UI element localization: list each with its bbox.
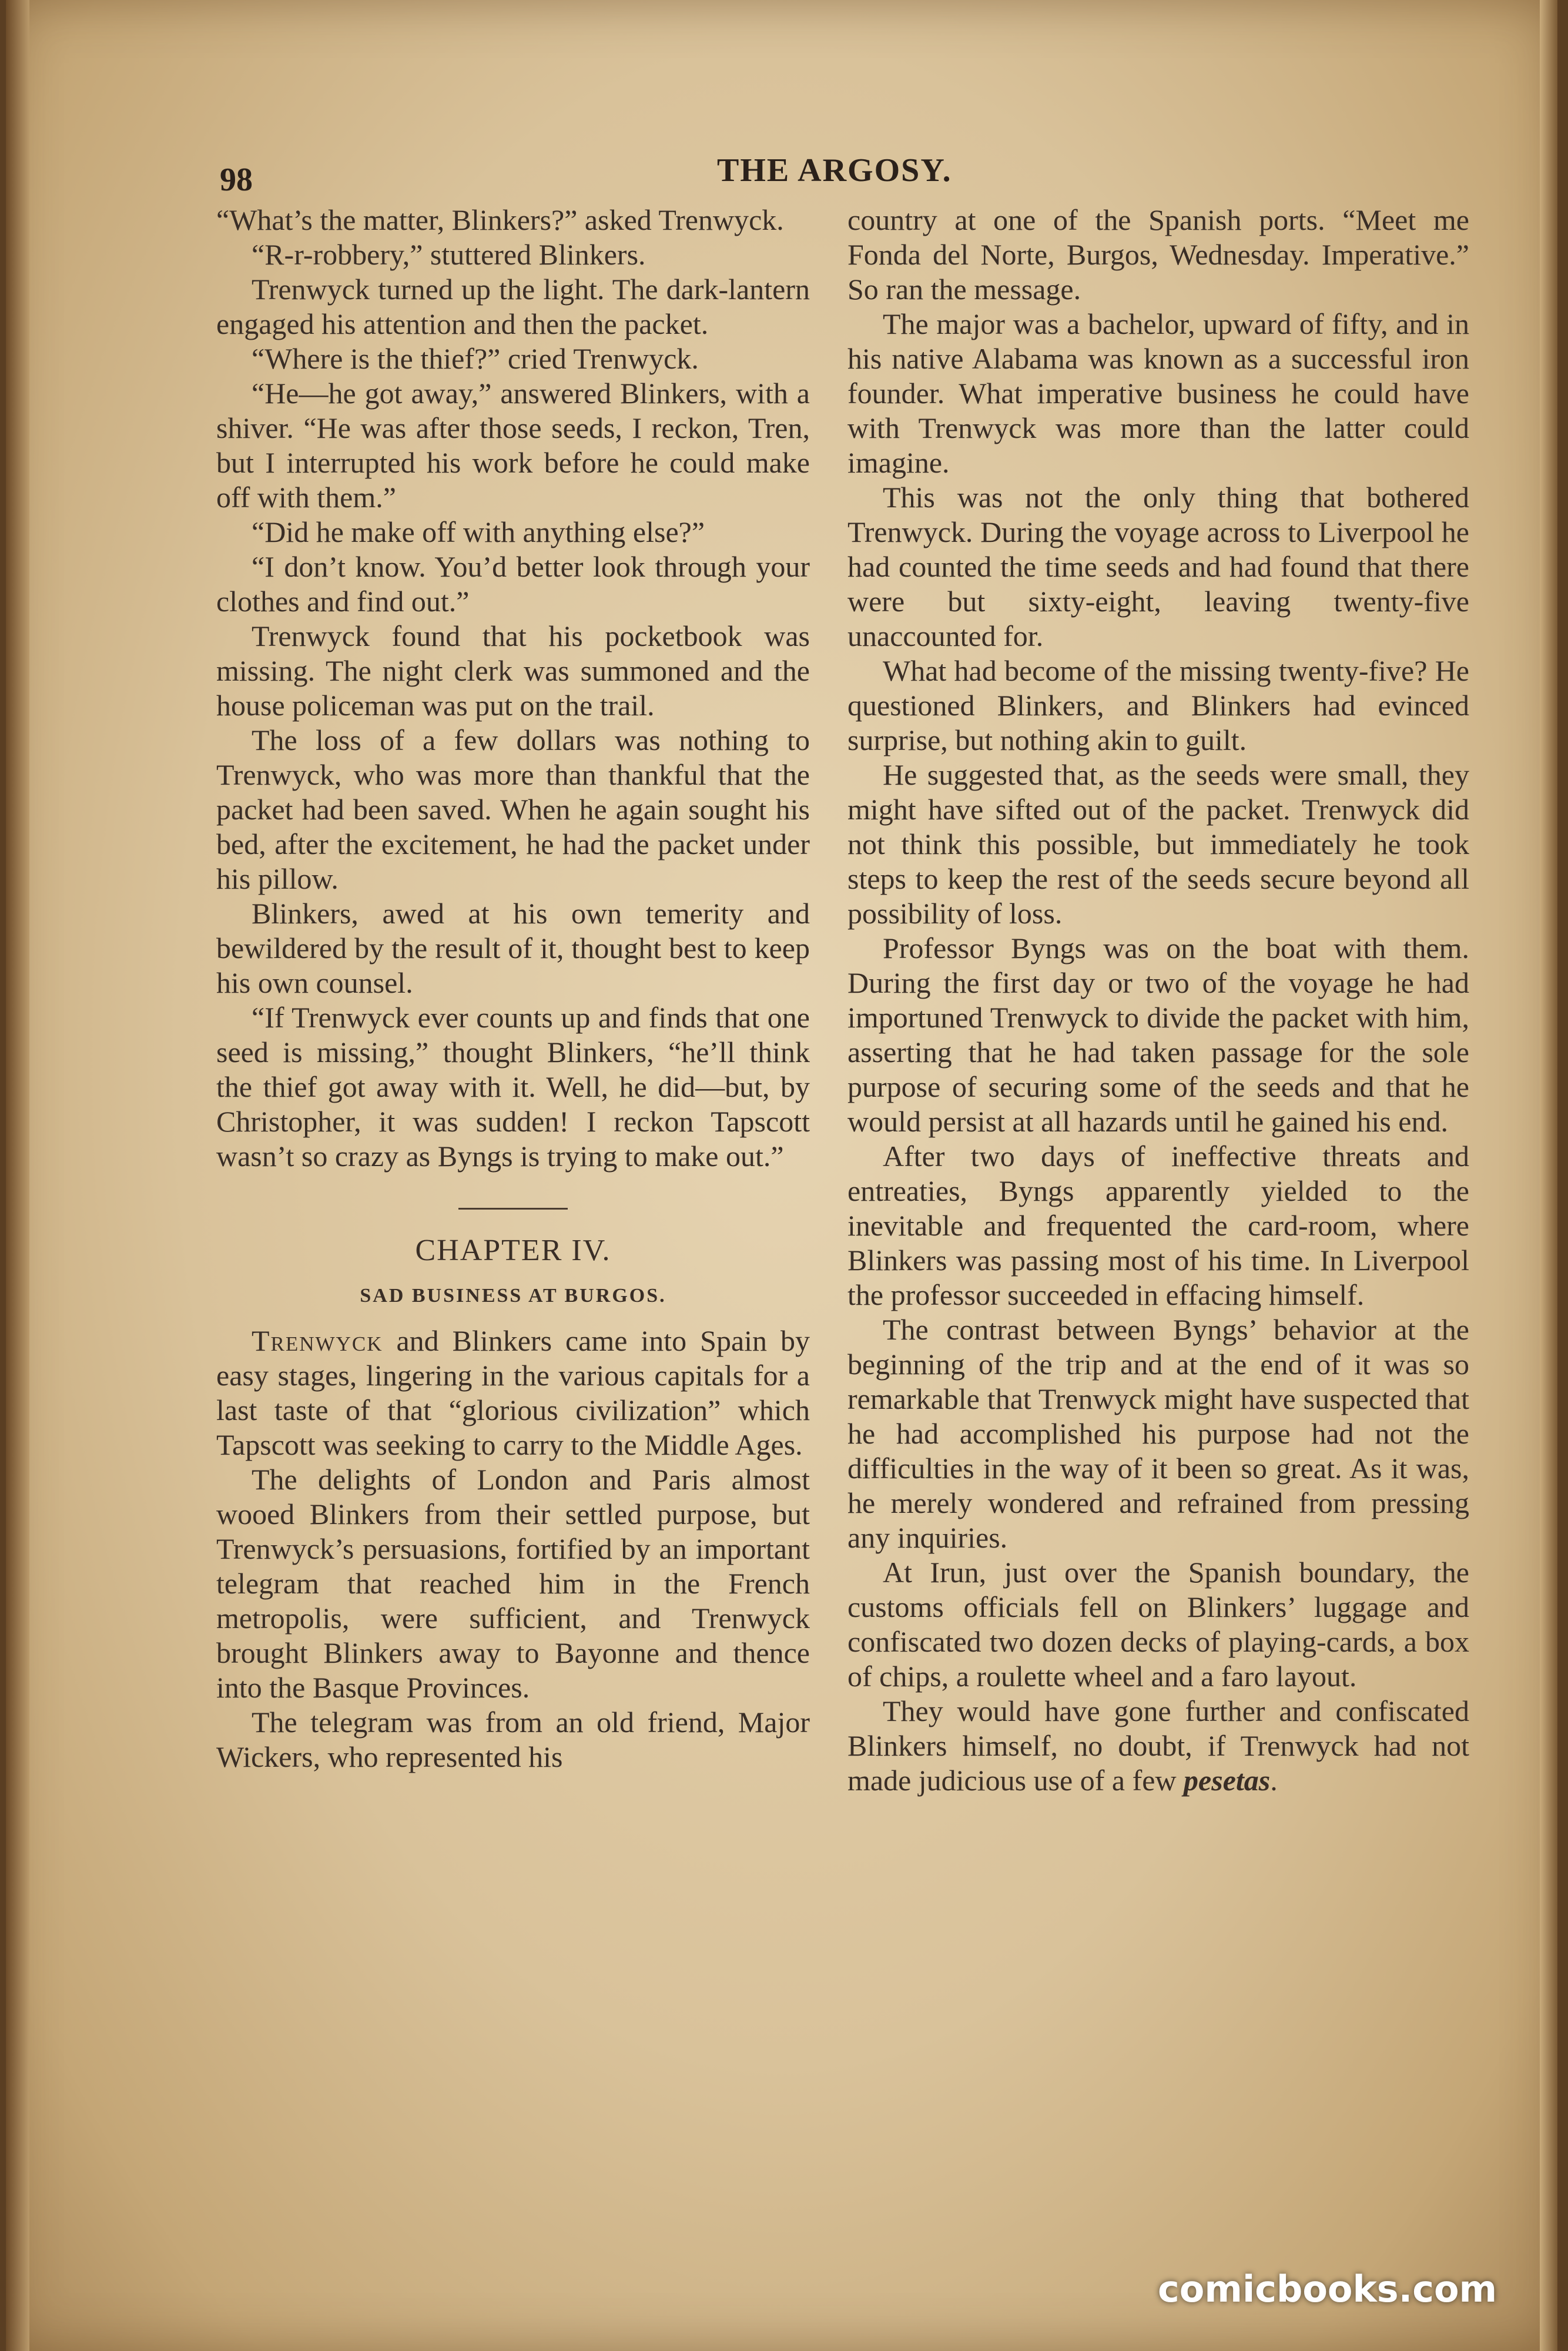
paragraph: The loss of a few dollars was nothing to Trenwyck, who was more than thankful that the packet had been saved. When he again sought his bed, after the excitement, he had the packet under his pillow. xyxy=(216,724,810,895)
paragraph: Trenwyck turned up the light. The dark-lantern engaged his attention and then the packet. xyxy=(216,273,810,340)
paragraph: “R-r-robbery,” stuttered Blinkers. xyxy=(252,238,646,271)
chapter-heading: CHAPTER IV. xyxy=(415,1234,611,1267)
paragraph: “Did he make off with anything else?” xyxy=(252,515,705,548)
book-spine xyxy=(6,0,29,2351)
paragraph: “He—he got away,” answered Blinkers, with a shiver. “He was after those seeds, I reckon, Tren, but I interrupted his work before he could make off with them.” xyxy=(216,377,810,514)
chapter-subtitle: SAD BUSINESS AT BURGOS. xyxy=(360,1285,666,1307)
page-edge xyxy=(1540,0,1557,2351)
page-header xyxy=(0,152,1568,199)
paragraph: He suggested that, as the seeds were small, they might have sifted out of the packet. Trenwyck did not think this possible, but immediately he took steps to keep the rest of the seeds secure beyond all possibility of loss. xyxy=(847,758,1469,930)
chapter-opening-word: Trenwyck xyxy=(252,1324,383,1357)
paragraph: What had become of the missing twenty-five? He questioned Blinkers, and Blinkers had evinced surprise, but nothing akin to guilt. xyxy=(847,654,1469,756)
paragraph: This was not the only thing that bothered Trenwyck. During the voyage across to Liverpool he had counted the time seeds and had found that there were but sixty-eight, leaving twenty-five unaccounted for. xyxy=(847,481,1469,652)
paragraph: “What’s the matter, Blinkers?” asked Trenwyck. xyxy=(216,203,784,236)
page-number: 98 xyxy=(220,162,253,198)
italic-word: pesetas xyxy=(1184,1764,1271,1797)
paragraph: After two days of ineffective threats and entreaties, Byngs apparently yielded to the inevitable and frequented the card-room, where Blinkers was passing most of his time. In Liverpool the professor succeeded in effacing himself. xyxy=(847,1140,1469,1311)
paragraph: The major was a bachelor, upward of fifty, and in his native Alabama was known as a successful iron founder. What imperative business he could have with Trenwyck was more than the latter could imagine. xyxy=(847,307,1469,479)
paragraph: “Where is the thief?” cried Trenwyck. xyxy=(252,342,699,375)
paragraph-text: They would have gone further and confiscated Blinkers himself, no doubt, if Trenwyck had not made judicious use of a few xyxy=(847,1694,1469,1797)
paragraph: The delights of London and Paris almost wooed Blinkers from their settled purpose, but Trenwyck’s persuasions, fortified by an important telegram that reached him in the French metropolis, were sufficient, and Trenwyck brought Blinkers away to Bayonne and thence into the Basque Provinces. xyxy=(216,1463,810,1704)
watermark: comicbooks.com xyxy=(1158,2268,1497,2310)
paragraph: Blinkers, awed at his own temerity and bewildered by the result of it, thought best to keep his own counsel. xyxy=(216,897,810,999)
chapter-opening-text: and Blinkers came into Spain by easy stages, lingering in the various capitals for a last taste of that “glorious civilization” which Tapscott was seeking to carry to the Middle Ages. xyxy=(216,1324,810,1461)
paragraph: The telegram was from an old friend, Major Wickers, who represented his xyxy=(216,1706,810,1773)
paragraph xyxy=(847,1694,1469,1798)
paragraph: Trenwyck found that his pocketbook was missing. The night clerk was summoned and the house policeman was put on the trail. xyxy=(216,619,810,722)
paragraph: Professor Byngs was on the boat with them. During the first day or two of the voyage he had importuned Trenwyck to divide the packet with him, asserting that he had taken passage for the sole purpose of securing some of the seeds and that he would persist at all hazards until he gained his end. xyxy=(847,932,1469,1138)
paragraph: At Irun, just over the Spanish boundary, the customs officials fell on Blinkers’ luggage and confiscated two dozen decks of playing-cards, a box of chips, a roulette wheel and a faro layout. xyxy=(847,1556,1469,1693)
paragraph: The contrast between Byngs’ behavior at the beginning of the trip and at the end of it was so remarkable that Trenwyck might have suspected that he had accomplished his purpose had not the difficulties in the way of it been so great. As it was, he merely wondered and refrained from pressing any inquiries. xyxy=(847,1313,1469,1554)
chapter-divider xyxy=(458,1208,568,1210)
chapter-opening-paragraph xyxy=(216,1324,810,1462)
paragraph-end: . xyxy=(1270,1764,1278,1797)
paragraph: “If Trenwyck ever counts up and finds that one seed is missing,” thought Blinkers, “he’ll think the thief got away with it. Well, he did—but, by Christopher, it was sudden! I reckon Tapscott wasn’t so crazy as Byngs is trying to make out.” xyxy=(216,1001,810,1173)
paragraph: “I don’t know. You’d better look through your clothes and find out.” xyxy=(216,550,810,618)
left-column xyxy=(216,203,810,1774)
paragraph: country at one of the Spanish ports. “Meet me Fonda del Norte, Burgos, Wednesday. Imperative.” So ran the message. xyxy=(847,203,1469,306)
right-column xyxy=(847,203,1469,1798)
running-title: THE ARGOSY. xyxy=(717,152,952,189)
